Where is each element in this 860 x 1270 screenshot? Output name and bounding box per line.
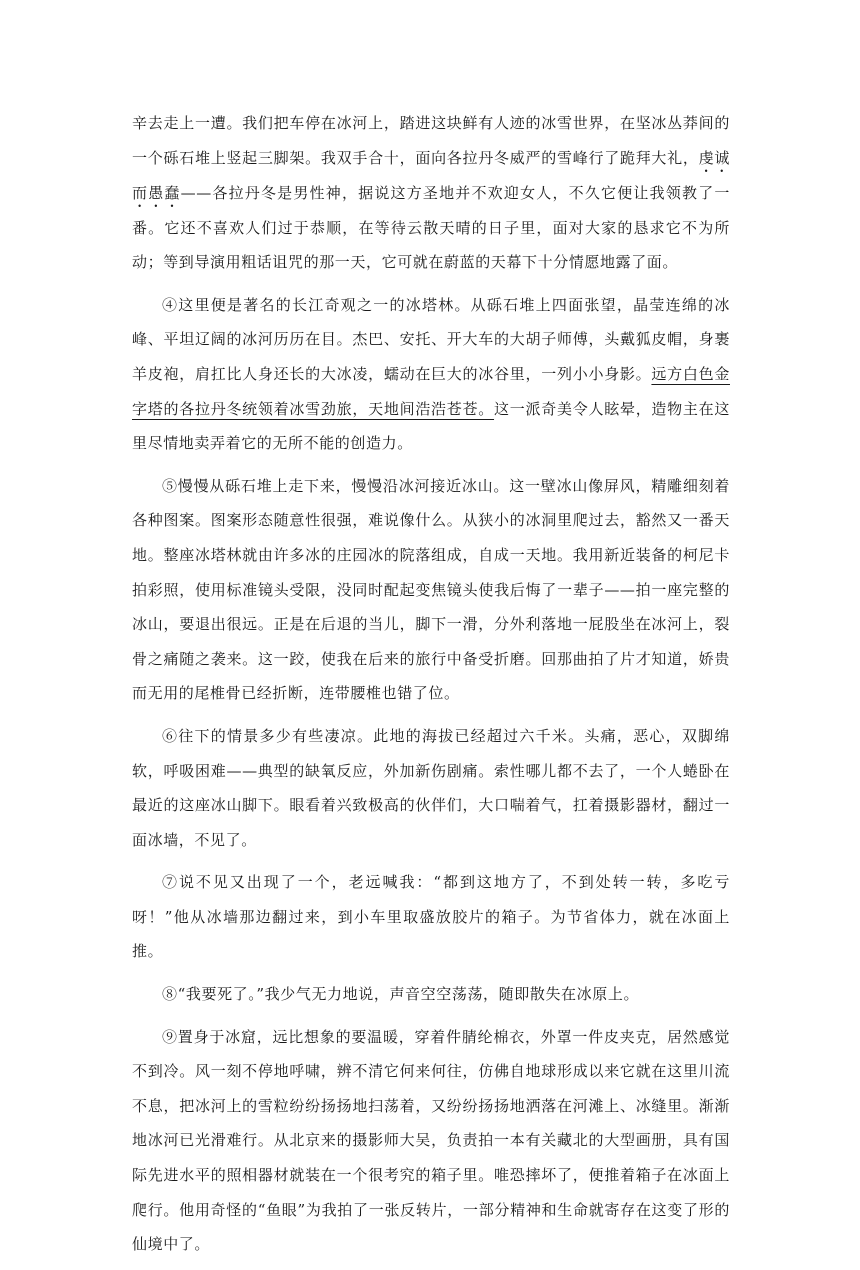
paragraph-text: 辛去走上一遭。我们把车停在冰河上，踏进这块鲜有人迹的冰雪世界，在坚冰丛莽间的一个砾石堆上竖起三脚架。我双手合十，面向各拉丹冬威严的雪峰行了跪拜大礼， bbox=[132, 114, 730, 167]
underlined-sentence: 远方白色金字塔的各拉丹冬统领着冰雪劲旅，天地间浩浩苍苍。 bbox=[132, 364, 730, 418]
paragraph-text: ④这里便是著名的长江奇观之一的冰塔林。从砾石堆上四面张望，晶莹连绵的冰峰、平坦辽阔的冰河历历在目。杰巴、安托、开大车的大胡子师傅，头戴狐皮帽，身裹羊皮袍，肩扛比人身还长的大冰凌，蠕动在巨大的冰谷里，一列小小身影。 bbox=[132, 295, 730, 383]
paragraph-text: 这一派奇美令人眩晕，造物主在这里尽情地卖弄着它的无所不能的创造力。 bbox=[132, 399, 730, 453]
paragraph-8: ⑧“我要死了。”我少气无力地说，声音空空荡荡，随即散失在冰原上。 bbox=[162, 985, 640, 1004]
paragraph-6: ⑥往下的情景多少有些凄凉。此地的海拔已经超过六千米。头痛，恶心，双脚绵软，呼吸困难——典型的缺氧反应，外加新伤剧痛。索性哪儿都不去了，一个人蜷卧在最近的这座冰山脚下。眼看着兴致极高的伙伴们，大口喘着气，扛着摄影器材，翻过一面冰墙，不见了。 bbox=[132, 726, 730, 849]
paragraph-4 bbox=[132, 288, 730, 461]
paragraph-9: ⑨置身于冰窟，远比想象的要温暖，穿着件腈纶棉衣，外罩一件皮夹克，居然感觉不到冷。风一刻不停地呼啸，辨不清它何来何往，仿佛自地球形成以来它就在这里川流不息，把冰河上的雪粒纷纷扬扬地扫荡着，又纷纷扬扬地洒落在河滩上、冰缝里。渐渐地冰河已光滑难行。从北京来的摄影师大吴，负责拍一本有关藏北的大型画册，具有国际先进水平的照相器材就装在一个很考究的箱子里。唯恐摔坏了，便推着箱子在冰面上爬行。他用奇怪的“鱼眼”为我拍了一张反转片，一部分精神和生命就寄存在这变了形的仙境中了。 bbox=[132, 1027, 730, 1254]
paragraph-5: ⑤慢慢从砾石堆上走下来，慢慢沿冰河接近冰山。这一壁冰山像屏风，精雕细刻着各种图案。图案形态随意性很强，难说像什么。从狭小的冰洞里爬过去，豁然又一番天地。整座冰塔林就由许多冰的庄园冰的院落组成，自成一天地。我用新近装备的柯尼卡拍彩照，使用标准镜头受限，没同时配起变焦镜头使我后悔了一辈子——拍一座完整的冰山，要退出很远。正是在后退的当儿，脚下一滑，分外利落地一屁股坐在冰河上，裂骨之痛随之袭来。这一跤，使我在后来的旅行中备受折磨。回那曲拍了片才知道，娇贵而无用的尾椎骨已经折断，连带腰椎也错了位。 bbox=[132, 476, 730, 703]
paragraph-continuation bbox=[132, 106, 730, 280]
paragraph-text: ——各拉丹冬是男性神，据说这方圣地并不欢迎女人，不久它便让我领教了一番。它还不喜欢人们过于恭顺，在等待云散天晴的日子里，面对大家的恳求它不为所动；等到导演用粗话诅咒的那一天，它可就在蔚蓝的天幕下十分情愿地露了面。 bbox=[132, 183, 730, 272]
article-body bbox=[132, 106, 730, 1270]
emphasized-phrase: 虔诚而愚蠢 bbox=[132, 148, 730, 202]
paragraph-7: ⑦说不见又出现了一个，老远喊我：“都到这地方了，不到处转一转，多吃亏呀！”他从冰墙那边翻过来，到小车里取盛放胶片的箱子。为节省体力，就在冰面上推。 bbox=[132, 873, 730, 961]
